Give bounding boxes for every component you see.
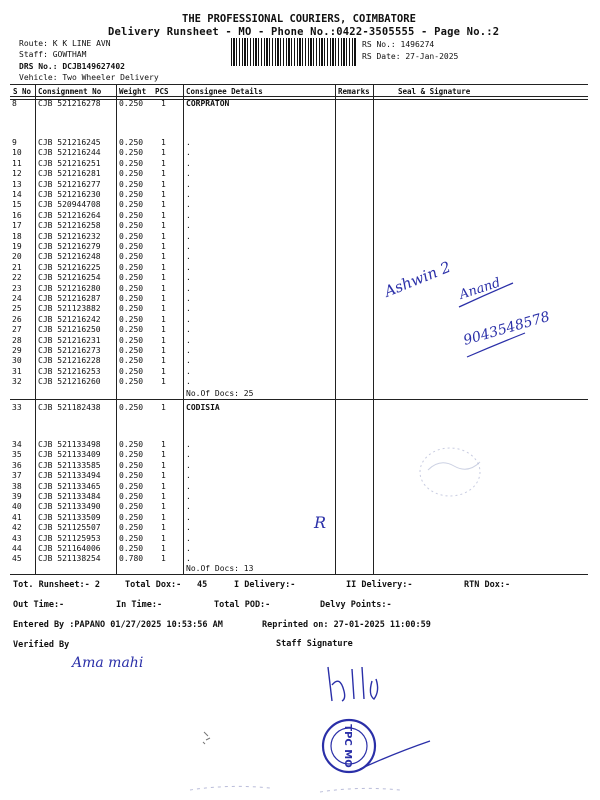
cell-pcs: 1 — [161, 262, 166, 272]
cell-pcs: 1 — [161, 346, 166, 355]
ii-delivery: II Delivery:- — [346, 580, 413, 590]
handwriting-mark — [310, 508, 334, 536]
cell-weight: 0.250 — [119, 190, 144, 199]
cell-sno: 24 — [12, 294, 22, 303]
table-row — [0, 471, 600, 481]
cell-pcs: 1 — [161, 403, 166, 412]
cell-sno: 11 — [12, 158, 22, 168]
company-title: THE PROFESSIONAL COURIERS, COIMBATORE — [182, 13, 416, 25]
cell-pcs: 1 — [161, 523, 166, 533]
cell-weight: 0.250 — [119, 440, 144, 449]
col-header-weight: Weight — [119, 87, 147, 96]
cell-weight: 0.780 — [119, 554, 144, 564]
cell-sno: 28 — [12, 335, 22, 345]
cell-consignee: . — [186, 169, 191, 179]
cell-sno: 22 — [12, 273, 22, 283]
cell-consignment: CJB 521182438 — [38, 403, 101, 412]
cell-weight: 0.250 — [119, 523, 144, 533]
cell-weight: 0.250 — [119, 252, 144, 262]
cell-sno: 37 — [12, 471, 22, 481]
cell-consignment: CJB 521216281 — [38, 169, 101, 179]
cell-sno: 41 — [12, 512, 22, 522]
cell-pcs: 1 — [161, 242, 166, 251]
cell-pcs: 1 — [161, 294, 166, 303]
cell-pcs: 1 — [161, 231, 166, 241]
cell-sno: 31 — [12, 366, 22, 376]
cell-pcs: 1 — [161, 335, 166, 345]
cell-consignment: CJB 521216279 — [38, 242, 101, 251]
cell-sno: 35 — [12, 450, 22, 460]
tot-runsheet: Tot. Runsheet:- 2 — [13, 580, 100, 590]
cell-pcs: 1 — [161, 512, 166, 522]
cell-consignment: CJB 521216232 — [38, 231, 101, 241]
cell-consignment: CJB 521216228 — [38, 356, 101, 366]
cell-sno: 23 — [12, 283, 22, 293]
cell-sno: 44 — [12, 544, 22, 553]
cell-consignee: . — [186, 523, 191, 533]
i-delivery: I Delivery:- — [234, 580, 296, 590]
table-row — [0, 523, 600, 533]
cell-consignee: . — [186, 158, 191, 168]
cell-sno: 39 — [12, 492, 22, 501]
header-bottom-border — [10, 96, 588, 97]
total-dox-label: Total Dox:- — [125, 580, 182, 590]
table-row — [0, 461, 600, 471]
cell-consignee: . — [186, 242, 191, 251]
cell-consignee: . — [186, 450, 191, 460]
cell-consignee: . — [186, 471, 191, 481]
cell-consignee: . — [186, 304, 191, 314]
cell-consignee: . — [186, 492, 191, 501]
cell-pcs: 1 — [161, 190, 166, 199]
cell-sno: 30 — [12, 356, 22, 366]
rtn-dox: RTN Dox:- — [464, 580, 511, 590]
col-header-pcs: PCS — [155, 87, 169, 96]
cell-consignment: CJB 521216273 — [38, 346, 101, 355]
table-bottom-border — [10, 574, 588, 575]
cell-consignee: . — [186, 210, 191, 220]
bottom-edge-marks — [150, 778, 450, 798]
cell-weight: 0.250 — [119, 169, 144, 179]
cell-sno: 27 — [12, 325, 22, 335]
staff-signature-label: Staff Signature — [276, 639, 353, 649]
cell-pcs: 1 — [161, 138, 166, 147]
cell-pcs: 1 — [161, 221, 166, 231]
cell-weight: 0.250 — [119, 273, 144, 283]
verifier-signature — [68, 645, 178, 677]
cell-sno: 19 — [12, 242, 22, 251]
cell-consignee: . — [186, 200, 191, 210]
cell-consignee: CORPRATON — [186, 99, 230, 108]
cell-weight: 0.250 — [119, 533, 144, 543]
cell-weight: 0.250 — [119, 158, 144, 168]
cell-weight: 0.250 — [119, 210, 144, 220]
cell-consignee: . — [186, 294, 191, 303]
cell-pcs: 1 — [161, 533, 166, 543]
cell-consignment: CJB 521216278 — [38, 99, 101, 108]
cell-consignment: CJB 521216244 — [38, 148, 101, 158]
cell-consignee: . — [186, 366, 191, 376]
runsheet-title: Delivery Runsheet - MO - Phone No.:0422-3505555 - Page No.:2 — [108, 26, 500, 38]
cell-pcs: 1 — [161, 440, 166, 449]
cell-weight: 0.250 — [119, 314, 144, 324]
cell-sno: 38 — [12, 481, 22, 491]
cell-weight: 0.250 — [119, 377, 144, 387]
cell-weight: 0.250 — [119, 231, 144, 241]
cell-weight: 0.250 — [119, 346, 144, 355]
table-row — [0, 190, 600, 200]
cell-pcs: 1 — [161, 450, 166, 460]
cell-consignee: . — [186, 544, 191, 553]
out-time: Out Time:- — [13, 600, 65, 610]
cell-weight: 0.250 — [119, 148, 144, 158]
cell-pcs: 1 — [161, 481, 166, 491]
cell-consignment: CJB 521216251 — [38, 158, 101, 168]
route-text: Route: K K LINE AVN — [19, 39, 111, 48]
cell-weight: 0.250 — [119, 492, 144, 501]
cell-sno: 42 — [12, 523, 22, 533]
rs-number: RS No.: 1496274 — [362, 40, 435, 49]
cell-weight: 0.250 — [119, 179, 144, 189]
cell-sno: 29 — [12, 346, 22, 355]
cell-consignee: . — [186, 221, 191, 231]
cell-consignee: . — [186, 273, 191, 283]
cell-consignee: . — [186, 190, 191, 199]
cell-weight: 0.250 — [119, 502, 144, 512]
verified-by-label: Verified By — [13, 640, 70, 650]
cell-sno: 21 — [12, 262, 22, 272]
group-divider — [10, 399, 588, 400]
staff-signature-scribble — [318, 655, 398, 715]
table-row — [0, 200, 600, 210]
cell-consignment: CJB 521216254 — [38, 273, 101, 283]
cell-pcs: 1 — [161, 158, 166, 168]
cell-pcs: 1 — [161, 200, 166, 210]
cell-consignment: CJB 521133509 — [38, 512, 101, 522]
cell-consignment: CJB 521216277 — [38, 179, 101, 189]
col-header-seal: Seal & Signature — [398, 87, 471, 96]
cell-sno: 45 — [12, 554, 22, 564]
cell-weight: 0.250 — [119, 403, 144, 412]
cell-pcs: 1 — [161, 471, 166, 481]
cell-sno: 34 — [12, 440, 22, 449]
cell-consignee: . — [186, 325, 191, 335]
cell-sno: 13 — [12, 179, 22, 189]
cell-weight: 0.250 — [119, 242, 144, 251]
cell-sno: 25 — [12, 304, 22, 314]
table-row — [0, 492, 600, 502]
cell-weight: 0.250 — [119, 294, 144, 303]
cell-consignee: . — [186, 554, 191, 564]
reprinted-on: Reprinted on: 27-01-2025 11:00:59 — [262, 620, 431, 630]
cell-pcs: 1 — [161, 325, 166, 335]
cell-sno: 15 — [12, 200, 22, 210]
cell-weight: 0.250 — [119, 325, 144, 335]
cell-consignee: . — [186, 314, 191, 324]
rs-date: RS Date: 27-Jan-2025 — [362, 52, 459, 61]
cell-consignment: CJB 521216231 — [38, 335, 101, 345]
cell-sno: 16 — [12, 210, 22, 220]
docs-count-2: No.Of Docs: 13 — [186, 564, 254, 573]
stamp-text: TPC MO — [342, 724, 353, 768]
cell-weight: 0.250 — [119, 262, 144, 272]
cell-pcs: 1 — [161, 544, 166, 553]
cell-pcs: 1 — [161, 356, 166, 366]
cell-consignment: CJB 521216248 — [38, 252, 101, 262]
cell-weight: 0.250 — [119, 356, 144, 366]
cell-consignment: CJB 521216242 — [38, 314, 101, 324]
barcode — [231, 38, 357, 66]
table-row — [0, 211, 600, 221]
table-row — [0, 554, 600, 564]
cell-consignment: CJB 521125953 — [38, 533, 101, 543]
faded-stamp-mark — [410, 440, 490, 504]
table-row — [0, 138, 600, 148]
cell-sno: 33 — [12, 403, 22, 412]
cell-weight: 0.250 — [119, 471, 144, 481]
table-row — [0, 148, 600, 158]
cell-consignment: CJB 520944708 — [38, 200, 101, 210]
cell-consignee: . — [186, 512, 191, 522]
cell-pcs: 1 — [161, 304, 166, 314]
hand-line-3: 9043548578 — [461, 308, 552, 349]
cell-pcs: 1 — [161, 377, 166, 387]
cell-consignee: . — [186, 460, 191, 470]
cell-consignment: CJB 521216258 — [38, 221, 101, 231]
table-row — [0, 169, 600, 179]
cell-consignee: . — [186, 335, 191, 345]
cell-sno: 26 — [12, 314, 22, 324]
table-row — [0, 544, 600, 554]
cell-sno: 20 — [12, 252, 22, 262]
cell-consignment: CJB 521164006 — [38, 544, 101, 553]
table-row — [0, 99, 600, 109]
cell-sno: 18 — [12, 231, 22, 241]
cell-sno: 8 — [12, 99, 17, 108]
cell-consignee: . — [186, 283, 191, 293]
cell-pcs: 1 — [161, 99, 166, 108]
cell-weight: 0.250 — [119, 221, 144, 231]
hand-line-1: Ashwin 2 — [381, 257, 454, 301]
cell-consignee: . — [186, 262, 191, 272]
cell-weight: 0.250 — [119, 450, 144, 460]
scan-mark — [200, 728, 220, 748]
cell-consignment: CJB 521138254 — [38, 554, 101, 564]
docs-count-1: No.Of Docs: 25 — [186, 389, 254, 398]
cell-sno: 17 — [12, 221, 22, 231]
vehicle-text: Vehicle: Two Wheeler Delivery — [19, 73, 159, 82]
cell-pcs: 1 — [161, 554, 166, 564]
cell-consignment: CJB 521216253 — [38, 366, 101, 376]
total-dox-value: 45 — [197, 580, 208, 590]
col-header-consignment: Consignment No — [38, 87, 102, 96]
cell-sno: 36 — [12, 460, 22, 470]
cell-weight: 0.250 — [119, 283, 144, 293]
table-top-border — [10, 84, 588, 85]
cell-consignment: CJB 521125507 — [38, 523, 101, 533]
cell-consignment: CJB 521123882 — [38, 304, 101, 314]
col-header-sno: S No — [13, 87, 32, 96]
table-row — [0, 534, 600, 544]
col-header-remarks: Remarks — [338, 87, 370, 96]
cell-pcs: 1 — [161, 148, 166, 158]
cell-pcs: 1 — [161, 366, 166, 376]
cell-consignee: . — [186, 502, 191, 512]
cell-consignment: CJB 521133465 — [38, 481, 101, 491]
handwriting-receiver — [375, 225, 575, 365]
table-row — [0, 367, 600, 377]
table-row — [0, 159, 600, 169]
cell-weight: 0.250 — [119, 99, 144, 108]
cell-sno: 32 — [12, 377, 22, 387]
table-row — [0, 513, 600, 523]
cell-sno: 43 — [12, 533, 22, 543]
table-row — [0, 403, 600, 413]
cell-consignment: CJB 521216245 — [38, 138, 101, 147]
cell-weight: 0.250 — [119, 366, 144, 376]
cell-consignment: CJB 521133498 — [38, 440, 101, 449]
col-header-consignee: Consignee Details — [186, 87, 263, 96]
table-row — [0, 482, 600, 492]
cell-pcs: 1 — [161, 314, 166, 324]
table-row — [0, 502, 600, 512]
entered-by: Entered By :PAPANO 01/27/2025 10:53:56 AM — [13, 620, 223, 630]
tpc-stamp — [320, 713, 450, 783]
hand-line-2: Anand — [457, 275, 503, 303]
cell-consignee: . — [186, 252, 191, 262]
drs-number: DRS No.: DCJB149627402 — [19, 62, 125, 71]
hand-mark: R — [314, 513, 327, 532]
cell-consignee: . — [186, 481, 191, 491]
cell-consignment: CJB 521133494 — [38, 471, 101, 481]
cell-weight: 0.250 — [119, 512, 144, 522]
cell-pcs: 1 — [161, 502, 166, 512]
cell-consignee: . — [186, 356, 191, 366]
staff-text: Staff: GOWTHAM — [19, 50, 87, 59]
table-row — [0, 377, 600, 387]
cell-sno: 10 — [12, 148, 22, 158]
cell-pcs: 1 — [161, 210, 166, 220]
cell-consignment: CJB 521216260 — [38, 377, 101, 387]
cell-pcs: 1 — [161, 273, 166, 283]
cell-consignee: . — [186, 346, 191, 355]
cell-consignment: CJB 521133585 — [38, 460, 101, 470]
cell-consignment: CJB 521133484 — [38, 492, 101, 501]
in-time: In Time:- — [116, 600, 163, 610]
cell-pcs: 1 — [161, 460, 166, 470]
cell-consignment: CJB 521133490 — [38, 502, 101, 512]
cell-weight: 0.250 — [119, 335, 144, 345]
table-row — [0, 180, 600, 190]
cell-consignee: . — [186, 138, 191, 147]
table-row — [0, 450, 600, 460]
cell-pcs: 1 — [161, 492, 166, 501]
cell-consignee: CODISIA — [186, 403, 220, 412]
verifier-sign-text: Ama mahi — [72, 655, 144, 671]
cell-sno: 12 — [12, 169, 22, 179]
delvy-points: Delvy Points:- — [320, 600, 392, 610]
cell-consignee: . — [186, 377, 191, 387]
cell-consignment: CJB 521216225 — [38, 262, 101, 272]
cell-consignee: . — [186, 148, 191, 158]
cell-consignment: CJB 521216250 — [38, 325, 101, 335]
cell-sno: 9 — [12, 138, 17, 147]
cell-pcs: 1 — [161, 169, 166, 179]
cell-pcs: 1 — [161, 252, 166, 262]
cell-consignment: CJB 521216230 — [38, 190, 101, 199]
cell-pcs: 1 — [161, 179, 166, 189]
cell-weight: 0.250 — [119, 544, 144, 553]
cell-consignee: . — [186, 231, 191, 241]
cell-sno: 40 — [12, 502, 22, 512]
table-row — [0, 440, 600, 450]
cell-weight: 0.250 — [119, 481, 144, 491]
cell-consignment: CJB 521216280 — [38, 283, 101, 293]
cell-weight: 0.250 — [119, 200, 144, 210]
cell-weight: 0.250 — [119, 460, 144, 470]
cell-weight: 0.250 — [119, 138, 144, 147]
cell-pcs: 1 — [161, 283, 166, 293]
cell-consignee: . — [186, 440, 191, 449]
total-pod: Total POD:- — [214, 600, 271, 610]
cell-sno: 14 — [12, 190, 22, 199]
cell-weight: 0.250 — [119, 304, 144, 314]
cell-consignee: . — [186, 533, 191, 543]
cell-consignment: CJB 521216287 — [38, 294, 101, 303]
cell-consignment: CJB 521133409 — [38, 450, 101, 460]
cell-consignment: CJB 521216264 — [38, 210, 101, 220]
cell-consignee: . — [186, 179, 191, 189]
